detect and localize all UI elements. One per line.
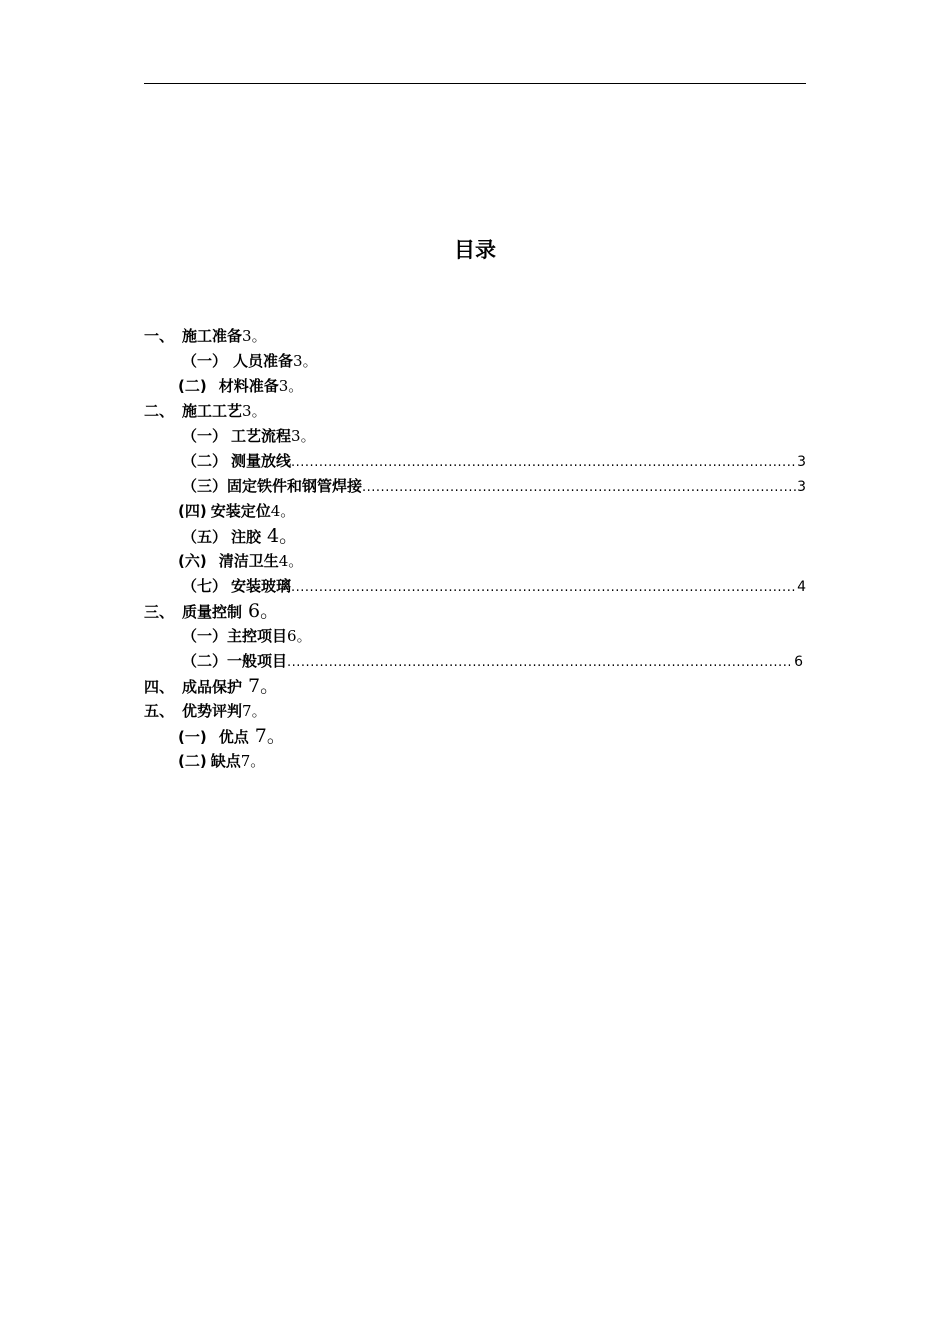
toc-entry[interactable]: [182, 350, 318, 372]
toc-entry-label: 施工准备: [182, 327, 243, 345]
toc-entry[interactable]: [182, 575, 806, 597]
toc-entry-label: 材料准备: [218, 377, 279, 395]
toc-entry-number: 一、: [144, 327, 175, 345]
toc-entry-label: 主控项目: [227, 627, 288, 645]
toc-entry-number: （一）: [182, 352, 228, 370]
toc-entry[interactable]: [182, 475, 806, 497]
toc-entry[interactable]: [178, 500, 295, 522]
header-rule: [144, 83, 806, 84]
toc-leader-dots: [291, 577, 797, 599]
toc-entry-number: (一): [178, 728, 207, 746]
toc-entry-number: 五、: [144, 702, 175, 720]
toc-entry-number: (四): [178, 502, 207, 520]
toc-entry-label: 工艺流程: [231, 427, 292, 445]
toc-entry[interactable]: [182, 650, 803, 672]
toc-entry-number: 二、: [144, 402, 175, 420]
toc-entry[interactable]: [178, 750, 265, 772]
toc-entry[interactable]: [178, 725, 286, 747]
toc-leader-dots: [291, 452, 797, 474]
toc-entry-number: 三、: [144, 603, 175, 621]
toc-entry-page: 4: [797, 579, 806, 595]
toc-entry-page: 4。: [267, 525, 299, 547]
toc-entry-page: 7。: [240, 752, 266, 770]
toc-entry-page: 6。: [248, 600, 280, 622]
toc-entry-number: （二）: [182, 452, 228, 470]
toc-entry-label: 质量控制: [182, 603, 243, 621]
toc-entry[interactable]: [182, 625, 312, 647]
toc-entry-number: （一）: [182, 627, 228, 645]
toc-entry-label: 一般项目: [227, 652, 288, 670]
toc-entry-number: （一）: [182, 427, 228, 445]
toc-entry[interactable]: [178, 375, 303, 397]
toc-entry[interactable]: [144, 400, 267, 422]
toc-entry[interactable]: [178, 550, 303, 572]
toc-entry-number: (六): [178, 552, 207, 570]
toc-entry-label: 人员准备: [233, 352, 294, 370]
toc-entry-label: 注胶: [231, 528, 262, 546]
toc-entry-page: 3: [797, 454, 806, 470]
toc-entry-page: 4。: [278, 552, 304, 570]
toc-entry[interactable]: [182, 450, 806, 472]
toc-entry-label: 安装玻璃: [231, 577, 292, 595]
toc-title: 目录: [454, 238, 496, 262]
toc-entry-number: (二): [178, 752, 207, 770]
toc-entry[interactable]: [182, 525, 298, 547]
toc-entry-label: 清洁卫生: [218, 552, 279, 570]
toc-entry-page: 3。: [293, 352, 318, 370]
toc-entry-page: 3: [797, 479, 806, 495]
toc-entry-label: 固定铁件和钢管焊接: [227, 477, 363, 495]
toc-entry-label: 测量放线: [231, 452, 292, 470]
toc-entry-page: 3。: [242, 327, 267, 345]
toc-entry-page: 7。: [248, 675, 280, 697]
toc-entry-number: （五）: [182, 528, 228, 546]
toc-leader-dots: [287, 652, 790, 674]
toc-entry-page: 7。: [254, 725, 286, 747]
toc-entry-label: 优点: [218, 728, 249, 746]
toc-entry[interactable]: [144, 675, 279, 697]
toc-entry-label: 施工工艺: [182, 402, 243, 420]
toc-entry-label: 优势评判: [182, 702, 243, 720]
toc-entry-label: 安装定位: [210, 502, 271, 520]
toc-entry[interactable]: [144, 700, 267, 722]
toc-entry-page: 7。: [242, 702, 267, 720]
toc-entry[interactable]: [182, 425, 316, 447]
toc-entry-label: 成品保护: [182, 678, 243, 696]
toc-entry-page: 3。: [242, 402, 267, 420]
toc-entry-page: 6。: [287, 627, 312, 645]
toc-entry[interactable]: [144, 325, 267, 347]
toc-entry-number: （七）: [182, 577, 228, 595]
toc-entry-page: 3。: [291, 427, 316, 445]
toc-entry-page: 6: [794, 654, 803, 670]
toc-entry-number: （二）: [182, 652, 228, 670]
toc-entry[interactable]: [144, 600, 279, 622]
toc-entry-page: 4。: [270, 502, 296, 520]
toc-entry-number: (二): [178, 377, 207, 395]
toc-leader-dots: [362, 477, 797, 499]
toc-entry-label: 缺点: [210, 752, 241, 770]
toc-entry-number: （三）: [182, 477, 228, 495]
toc-entry-page: 3。: [278, 377, 304, 395]
toc-entry-number: 四、: [144, 678, 175, 696]
